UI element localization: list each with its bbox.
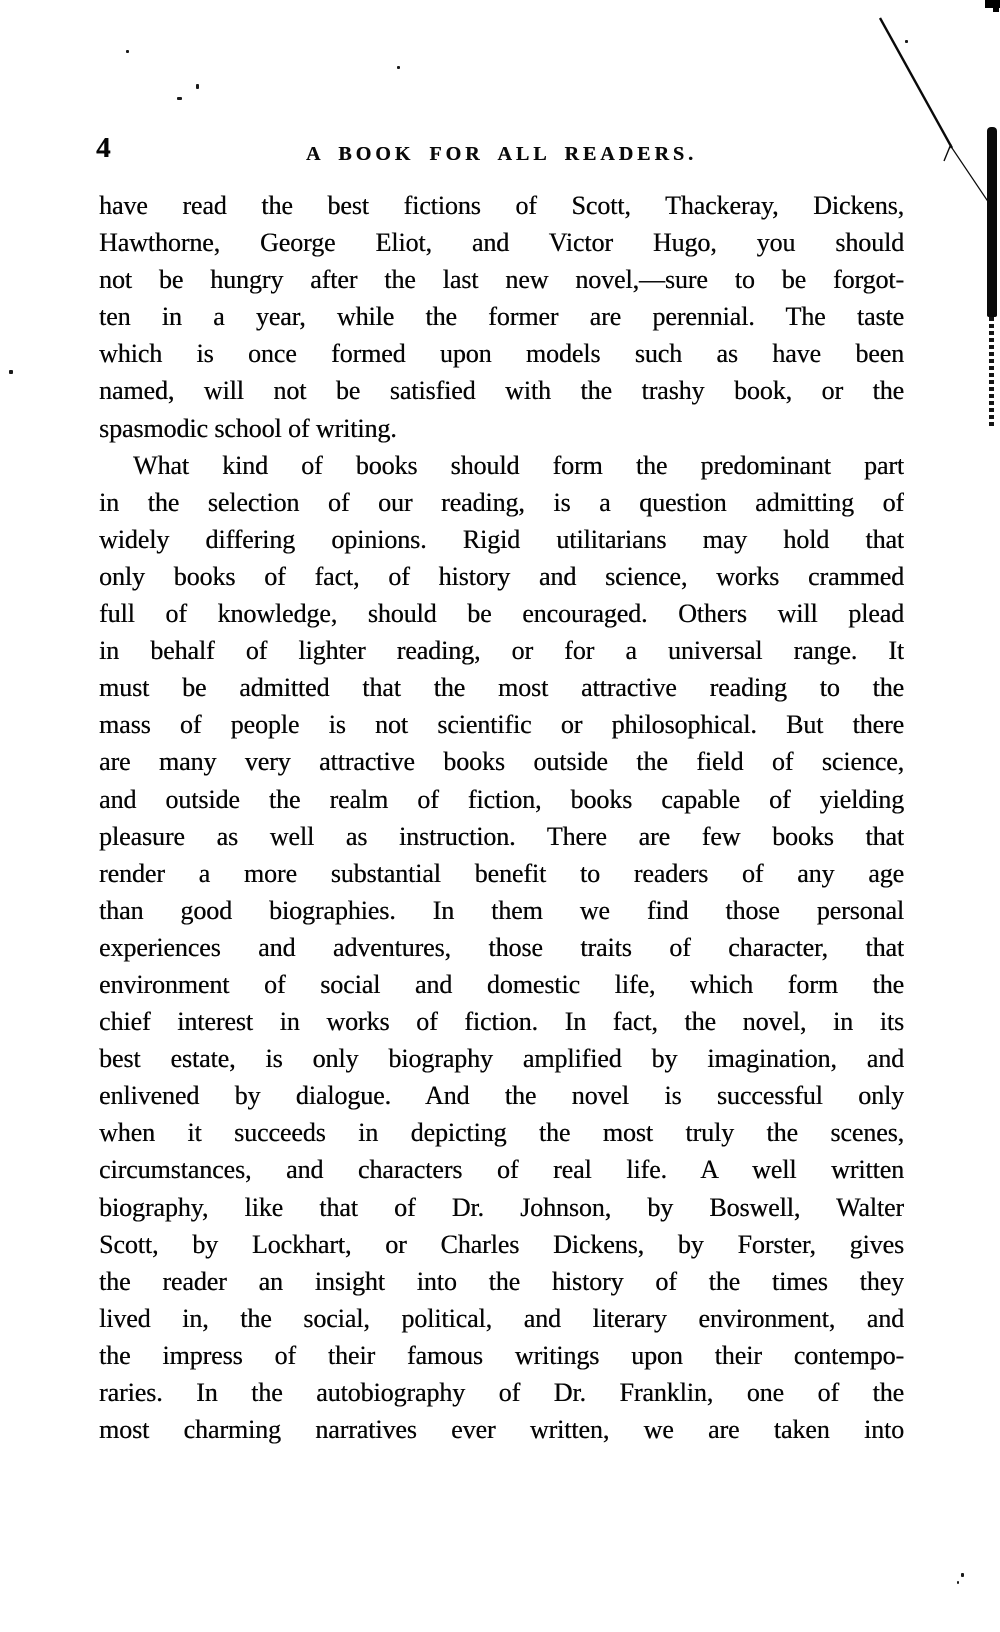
text-line: enlivened by dialogue. And the novel is successful only bbox=[99, 1081, 904, 1111]
dust-speck bbox=[961, 1573, 964, 1577]
text-block bbox=[99, 187, 904, 1448]
text-line: Scott, by Lockhart, or Charles Dickens, by Forster, gives bbox=[99, 1229, 904, 1259]
scan-edge-bar bbox=[987, 127, 997, 317]
text-line: and outside the realm of fiction, books capable of yielding bbox=[99, 784, 904, 814]
text-line: in the selection of our reading, is a question admitting of bbox=[99, 487, 904, 517]
scan-corner-mark-tail bbox=[993, 8, 999, 12]
scan-edge-bar-dotted-tail bbox=[989, 317, 994, 429]
text-line: are many very attractive books outside the field of science, bbox=[99, 747, 904, 777]
text-line: mass of people is not scientific or philosophical. But there bbox=[99, 710, 904, 740]
text-line: full of knowledge, should be encouraged. Others will plead bbox=[99, 599, 904, 629]
text-line: when it succeeds in depicting the most truly the scenes, bbox=[99, 1118, 904, 1148]
text-line: What kind of books should form the predominant part bbox=[133, 450, 904, 480]
text-line: most charming narratives ever written, we are taken into bbox=[99, 1415, 904, 1445]
text-line: only books of fact, of history and science, works crammed bbox=[99, 561, 904, 591]
text-line: raries. In the autobiography of Dr. Franklin, one of the bbox=[99, 1378, 904, 1407]
text-line: spasmodic school of writing. bbox=[99, 413, 397, 443]
page-number: 4 bbox=[96, 132, 111, 164]
dust-speck bbox=[126, 50, 129, 53]
text-line: ten in a year, while the former are perennial. The taste bbox=[99, 302, 904, 332]
text-line: have read the best fictions of Scott, Thackeray, Dickens, bbox=[99, 191, 904, 220]
text-line: must be admitted that the most attractive reading to the bbox=[99, 673, 904, 703]
dust-speck bbox=[905, 40, 908, 43]
text-line: than good biographies. In them we find those personal bbox=[99, 895, 904, 925]
text-line: in behalf of lighter reading, or for a universal range. It bbox=[99, 636, 904, 666]
text-line: chief interest in works of fiction. In fact, the novel, in its bbox=[99, 1007, 904, 1037]
text-line: not be hungry after the last new novel,—sure to be forgot- bbox=[99, 265, 904, 295]
text-line: environment of social and domestic life, which form the bbox=[99, 969, 904, 999]
text-line: experiences and adventures, those traits of character, that bbox=[99, 932, 904, 962]
text-line: named, will not be satisfied with the trashy book, or the bbox=[99, 376, 904, 406]
scan-corner-mark bbox=[985, 0, 1000, 8]
dust-speck bbox=[397, 66, 400, 69]
dust-speck bbox=[196, 84, 199, 89]
text-line: pleasure as well as instruction. There are few books that bbox=[99, 821, 904, 851]
dust-speck bbox=[9, 370, 13, 374]
text-line: the impress of their famous writings upon their contempo- bbox=[99, 1340, 904, 1370]
running-header: A BOOK FOR ALL READERS. bbox=[305, 143, 698, 165]
text-line: lived in, the social, political, and literary environment, and bbox=[99, 1303, 904, 1333]
text-line: Hawthorne, George Eliot, and Victor Hugo, you should bbox=[99, 228, 904, 258]
text-line: circumstances, and characters of real life. A well written bbox=[99, 1155, 904, 1185]
dust-speck bbox=[957, 1581, 959, 1584]
text-line: render a more substantial benefit to readers of any age bbox=[99, 858, 904, 888]
text-line: widely differing opinions. Rigid utilitarians may hold that bbox=[99, 524, 904, 554]
text-line: which is once formed upon models such as have been bbox=[99, 339, 904, 369]
text-line: best estate, is only biography amplified by imagination, and bbox=[99, 1044, 904, 1074]
dust-speck bbox=[177, 97, 182, 100]
text-line: the reader an insight into the history of the times they bbox=[99, 1266, 904, 1296]
text-line: biography, like that of Dr. Johnson, by Boswell, Walter bbox=[99, 1192, 904, 1222]
